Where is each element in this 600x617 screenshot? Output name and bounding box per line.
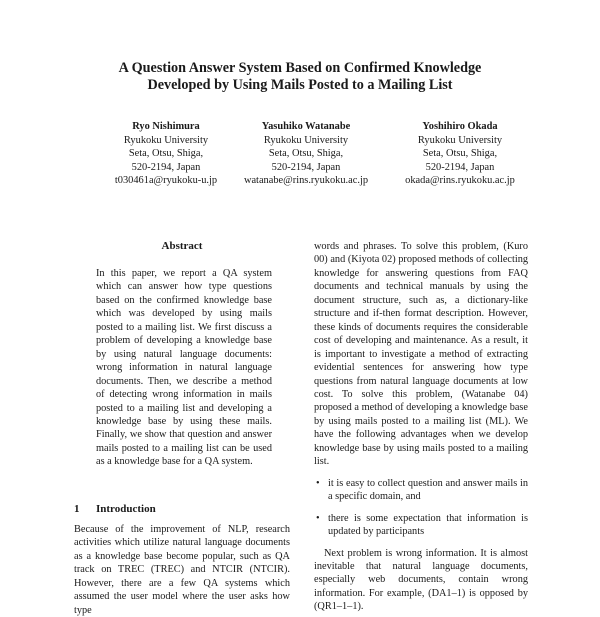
bullet-text: there is some expectation that information is updated by participants xyxy=(328,512,528,538)
author-affiliation: Ryukoku University xyxy=(123,134,209,146)
paragraph: words and phrases. To solve this problem, (Kuro 00) and (Kiyota 02) proposed methods of collecting knowledge for answering questions from FAQ documents and technical manuals by using the document structure, such as, a dictionary-like structure and if-then format description. However, these kinds of documents requires the considerable cost of developing and maintenance. As a result, it is important to investigate a method of extracting evidential sentences for answering how type questions from natural language documents at low cost. To solve this problem, (Watanabe 04) proposed a method of developing a knowledge base by using mails posted to a mailing list (ML). We have the following advantages when we develop knowledge base by using mails posted to a mailing list. xyxy=(314,241,528,468)
paper-title xyxy=(0,60,600,94)
author-address: Seta, Otsu, Shiga, xyxy=(268,148,344,160)
abstract-heading: Abstract xyxy=(161,240,203,252)
author-address: Seta, Otsu, Shiga, xyxy=(128,148,204,160)
author-email: okada@rins.ryukoku.ac.jp xyxy=(405,175,515,187)
paragraph: Next problem is wrong information. It is almost inevitable that natural language documents, especially web documents, contain wrong information. For example, (DA1–1) is opposed by (QR1–1–1). xyxy=(314,547,528,613)
author-name: Yasuhiko Watanabe xyxy=(261,121,351,132)
bullet-text: it is easy to collect question and answer mails in a specific domain, and xyxy=(328,477,528,503)
author-address: Seta, Otsu, Shiga, xyxy=(422,148,498,160)
author-email: watanabe@rins.ryukoku.ac.jp xyxy=(243,175,369,187)
author-email: t030461a@ryukoku-u.jp xyxy=(114,175,218,187)
bullet-item xyxy=(314,477,528,504)
section-number: 1 xyxy=(74,503,80,515)
title-line-2: Developed by Using Mails Posted to a Mailing List xyxy=(147,77,453,93)
author-3 xyxy=(360,120,560,188)
bullet-list xyxy=(314,477,528,539)
title-line-1: A Question Answer System Based on Confirmed Knowledge xyxy=(118,60,482,76)
author-postcode: 520-2194, Japan xyxy=(131,161,201,173)
abstract-text: In this paper, we report a QA system which can answer how type questions based on the confirmed knowledge base which was developed by using mails posted to a mailing list. We first discuss a problem of developing a knowledge base by using natural language documents: wrong information in natural language documents. Then, we describe a method of detecting wrong information in mails posted to a mailing list and developing a knowledge base by using these mails. Finally, we show that question and answer mails posted to a mailing list can be used as a knowledge base for a QA system. xyxy=(96,268,272,468)
author-name: Ryo Nishimura xyxy=(132,121,200,132)
author-affiliation: Ryukoku University xyxy=(263,134,349,146)
author-postcode: 520-2194, Japan xyxy=(271,161,341,173)
right-column xyxy=(314,240,528,614)
bullet-item xyxy=(314,512,528,539)
author-name: Yoshihiro Okada xyxy=(422,121,498,132)
section-heading xyxy=(74,503,156,515)
bullet-icon: • xyxy=(316,512,320,524)
introduction-text: Because of the improvement of NLP, research activities which utilize natural language documents as a knowledge base become popular, such as QA track on TREC (TREC) and NTCIR (NTCIR). However, there are a few QA systems which assumed the user model where the user asks how type xyxy=(74,524,290,616)
bullet-icon: • xyxy=(316,477,320,489)
author-postcode: 520-2194, Japan xyxy=(425,161,495,173)
section-title: Introduction xyxy=(96,503,156,515)
author-affiliation: Ryukoku University xyxy=(417,134,503,146)
